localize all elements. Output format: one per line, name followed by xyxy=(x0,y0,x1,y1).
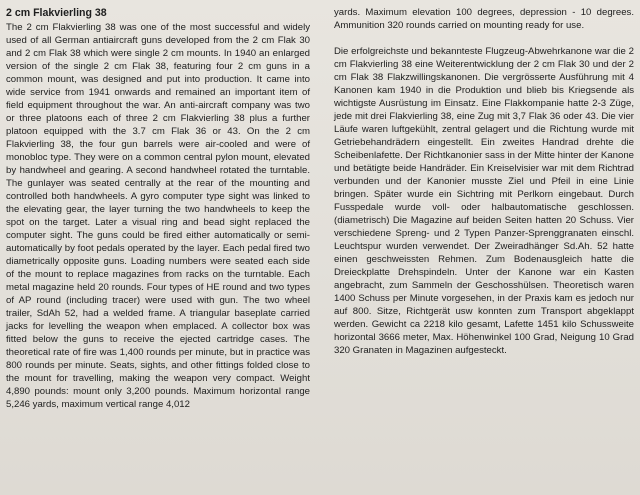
left-column xyxy=(6,6,310,411)
english-text: The 2 cm Flakvierling 38 was one of the most successful and widely used of all German antiaircraft guns developed from the 2 cm Flak 30 and 2 cm Flak 38 which were single 2 cm mounts. In 1940 an enlarged version of the single 2 cm Flak 38, featuring four 2 cm guns in a common mount, was designed and put into production. It came into wide service from 1941 onwards and remained an important item of field equipment throughout the war. An anti-aircraft company was two or three platoons each of three 2 cm Flakvierling 38 plus a further platoon equipped with the 3.7 cm Flak 36 or 43. On the 2 cm Flakvierling 38, the four gun barrels were air-cooled and were of monobloc type. They were on a common central pylon mount, elevated by handwheel and gearing. A second handwheel rotated the turntable. The gunlayer was seated centrally at the rear of the mounting and controlled both handwheels. A gyro computer type sight was linked to the elevating gear, the layer turning the two handwheels to keep the spot on the target. Later a visual ring and bead sight replaced the computer sight. The guns could be fired either automatically or semi-automatically by foot pedals operated by the layer. Each pedal fired two diametrically opposite guns. Loading numbers were seated each side of the mount to replace magazines from racks on the turntable. Each metal magazine held 20 rounds. Four types of HE round and two types of AP round (including tracer) were used with gun. The two wheel trailer, SdAh 52, had a welded frame. A triangular baseplate carried jacks for levelling the weapon when emplaced. A collector box was fitted below the guns to receive the ejected cartridge cases. The theoretical rate of fire was 1,400 rounds per minute, but in practice was 800 rounds per minute. Seats, sights, and other fittings folded close to the mount for travelling, making the weapon very compact. Weight 4,890 pounds: mount only 3,200 pounds. Maximum horizontal range 5,246 yards, maximum vertical range 4,012 xyxy=(6,22,310,410)
english-text-continued: yards. Maximum elevation 100 degrees, depression - 10 degrees. Ammunition 320 rounds carried on mounting ready for use. xyxy=(334,7,634,31)
german-text: Die erfolgreichste und bekannteste Flugzeug-Abwehrkanone war die 2 cm Flakvierling 38 eine Weiterentwicklung der 2 cm Flak 30 und der 2 cm Flak 38 Flakzwillingskanonen. Die vergrösserte Ausführung mit 4 Kanonen kam 1940 in die Produktion und blieb bis Kriegsende als wichtigste Ausrüstung im Einsatz. Eine Flakkompanie hatte 2-3 Züge, jede mit drei Flakvierling 38, eine Zug mit 3,7 Flak 36 oder 43. Die vier Läufe waren luftgekühlt, zentral gelagert und die Richtung wurde mit Getriebehandrädern eingestellt. Ein zweites Handrad drehte die Scheibenlafette. Der Richtkanonier sass in der Mitte hinter der Kanone und betätigte beide Handräder. Ein Kreiselvisier war mit dem Richtrad verbunden und der Kanonier musste Ziel und Pfeil in eine Linie bringen. Später wurde ein Sichtring mit Perlkorn eingebaut. Durch Fusspedale wurde voll- oder halbautomatische geschlossen. (diametrisch) Die Magazine auf beiden Seiten hatten 20 Schuss. Vier verschiedene Spreng- und 2 Typen Panzer-Sprenggranaten einschl. Leuchtspur wurden verwendet. Der Zweiradhänger Sd.Ah. 52 hatte einen geschweissten Rehmen. Zum Bodenausgleich hatte die Dreieckplatte Drehspindeln. Unter der Kanone war ein Kasten angebracht, zum Sammeln der Geschosshülsen. Theoretisch waren 1400 Schuss per Minute vorgesehen, in der Praxis kam es jedoch nur auf 800. Sitze, Richtgerät usw konnten zum Transport abgeklappt werden. Gewicht ca 2218 kilo gesamt, Lafette 1451 kilo Schussweite horizontal 3666 meter, Max. Höhenwinkel 100 Grad, Neigung 10 Grad 320 Granaten in Magazinen aufgesteckt. xyxy=(334,46,634,356)
right-column xyxy=(334,6,634,357)
section-heading: 2 cm Flakvierling 38 xyxy=(6,7,107,19)
